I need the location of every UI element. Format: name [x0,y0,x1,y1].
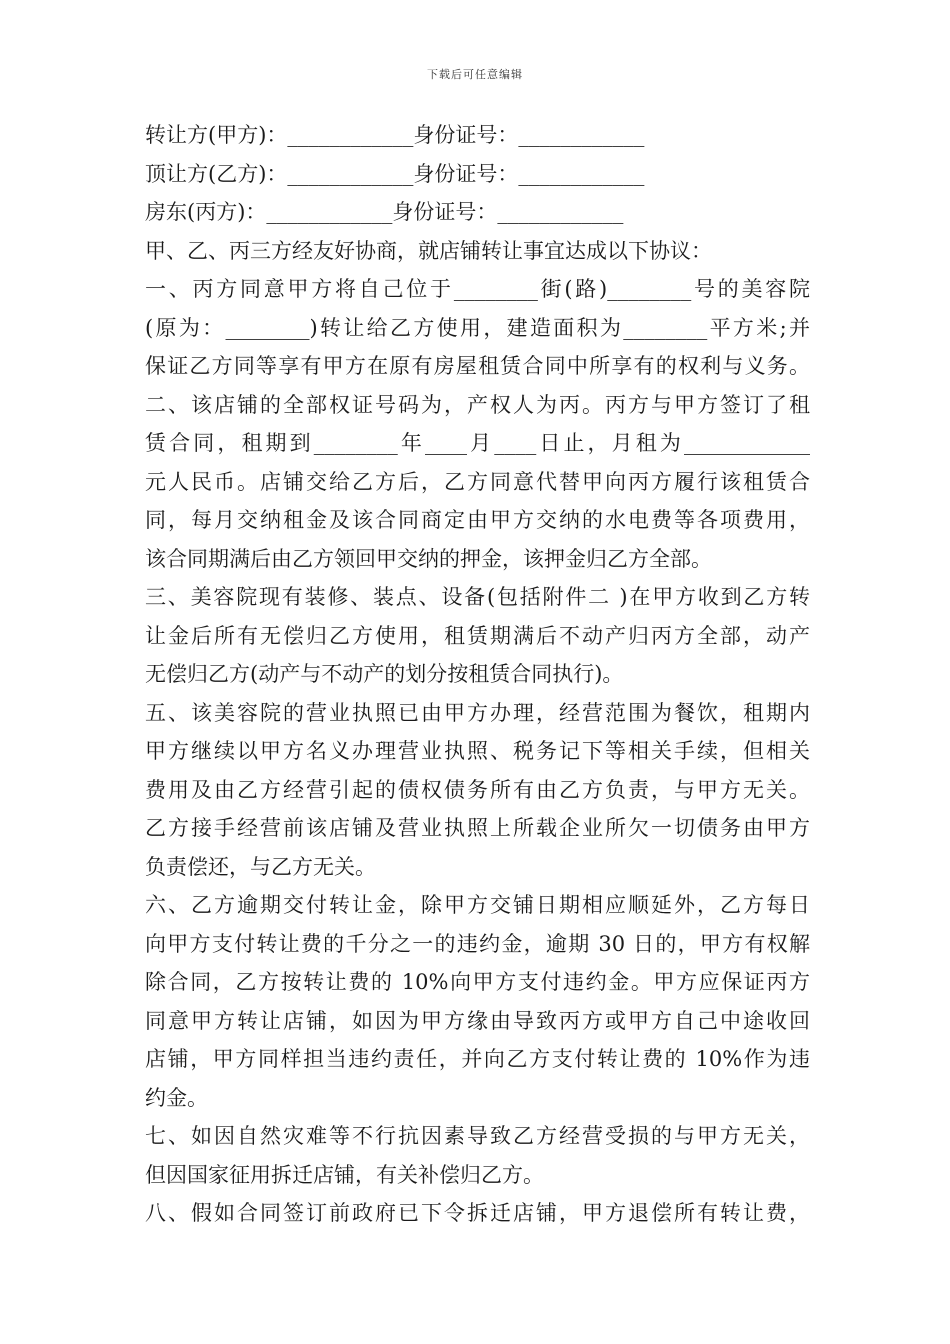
contract-line: 二、该店铺的全部权证号码为，产权人为丙。丙方与甲方签订了租 [145,392,810,417]
contract-line: 元人民币。店铺交给乙方后，乙方同意代替甲向丙方履行该租赁合 [145,469,810,494]
contract-line: 甲方继续以甲方名义办理营业执照、税务记下等相关手续，但相关 [145,739,810,763]
contract-line: 甲、乙、丙三方经友好协商，就店铺转让事宜达成以下协议： [145,238,712,263]
header-note: 下载后可任意编辑 [427,68,523,81]
contract-line: 七、如因自然灾难等不行抗因素导致乙方经营受损的与甲方无关， [145,1124,810,1148]
contract-line: 费用及由乙方经营引起的债权债务所有由乙方负责，与甲方无关。 [145,777,810,802]
contract-line: 除合同，乙方按转让费的 10%向甲方支付违约金。甲方应保证丙方 [145,970,810,994]
contract-body [145,116,810,1233]
contract-line: 店铺，甲方同样担当违约责任，并向乙方支付转让费的 10%作为违 [145,1047,810,1071]
contract-line: 让金后所有无偿归乙方使用，租赁期满后不动产归丙方全部，动产 [145,623,810,648]
contract-line: 乙方接手经营前该店铺及营业执照上所载企业所欠一切债务由甲方 [145,816,810,840]
contract-line: 约金。 [145,1085,208,1110]
contract-line: 该合同期满后由乙方领回甲交纳的押金，该押金归乙方全部。 [145,546,712,571]
contract-line: 顶让方(乙方)：____________身份证号：____________ [145,161,645,186]
contract-line: 房东(丙方)：____________身份证号：____________ [145,200,624,224]
contract-line: 赁合同，租期到________年____月____日止，月租为____________ [145,431,810,455]
contract-line: 负责偿还，与乙方无关。 [145,854,376,879]
contract-line: 向甲方支付转让费的千分之一的违约金，逾期 30 日的，甲方有权解 [145,931,810,956]
contract-line: (原为：________)转让给乙方使用，建造面积为________平方米;并 [145,315,810,340]
contract-line: 一、丙方同意甲方将自己位于________街(路)________号的美容院 [145,277,810,301]
contract-line: 但因国家征用拆迁店铺，有关补偿归乙方。 [145,1162,544,1187]
contract-line: 六、乙方逾期交付转让金，除甲方交铺日期相应顺延外，乙方每日 [145,893,810,917]
contract-line: 五、该美容院的营业执照已由甲方办理，经营范围为餐饮，租期内 [145,700,810,725]
contract-line: 转让方(甲方)：____________身份证号：____________ [145,123,645,147]
contract-line: 无偿归乙方(动产与不动产的划分按租赁合同执行)。 [145,662,624,686]
contract-line: 八、假如合同签订前政府已下令拆迁店铺，甲方退偿所有转让费， [145,1201,810,1225]
contract-line: 同意甲方转让店铺，如因为甲方缘由导致丙方或甲方自己中途收回 [145,1008,810,1033]
contract-line: 保证乙方同等享有甲方在原有房屋租赁合同中所享有的权利与义务。 [145,354,810,378]
contract-line: 同，每月交纳租金及该合同商定由甲方交纳的水电费等各项费用， [145,508,810,532]
contract-line: 三、美容院现有装修、装点、设备(包括附件二 )在甲方收到乙方转 [145,585,810,609]
